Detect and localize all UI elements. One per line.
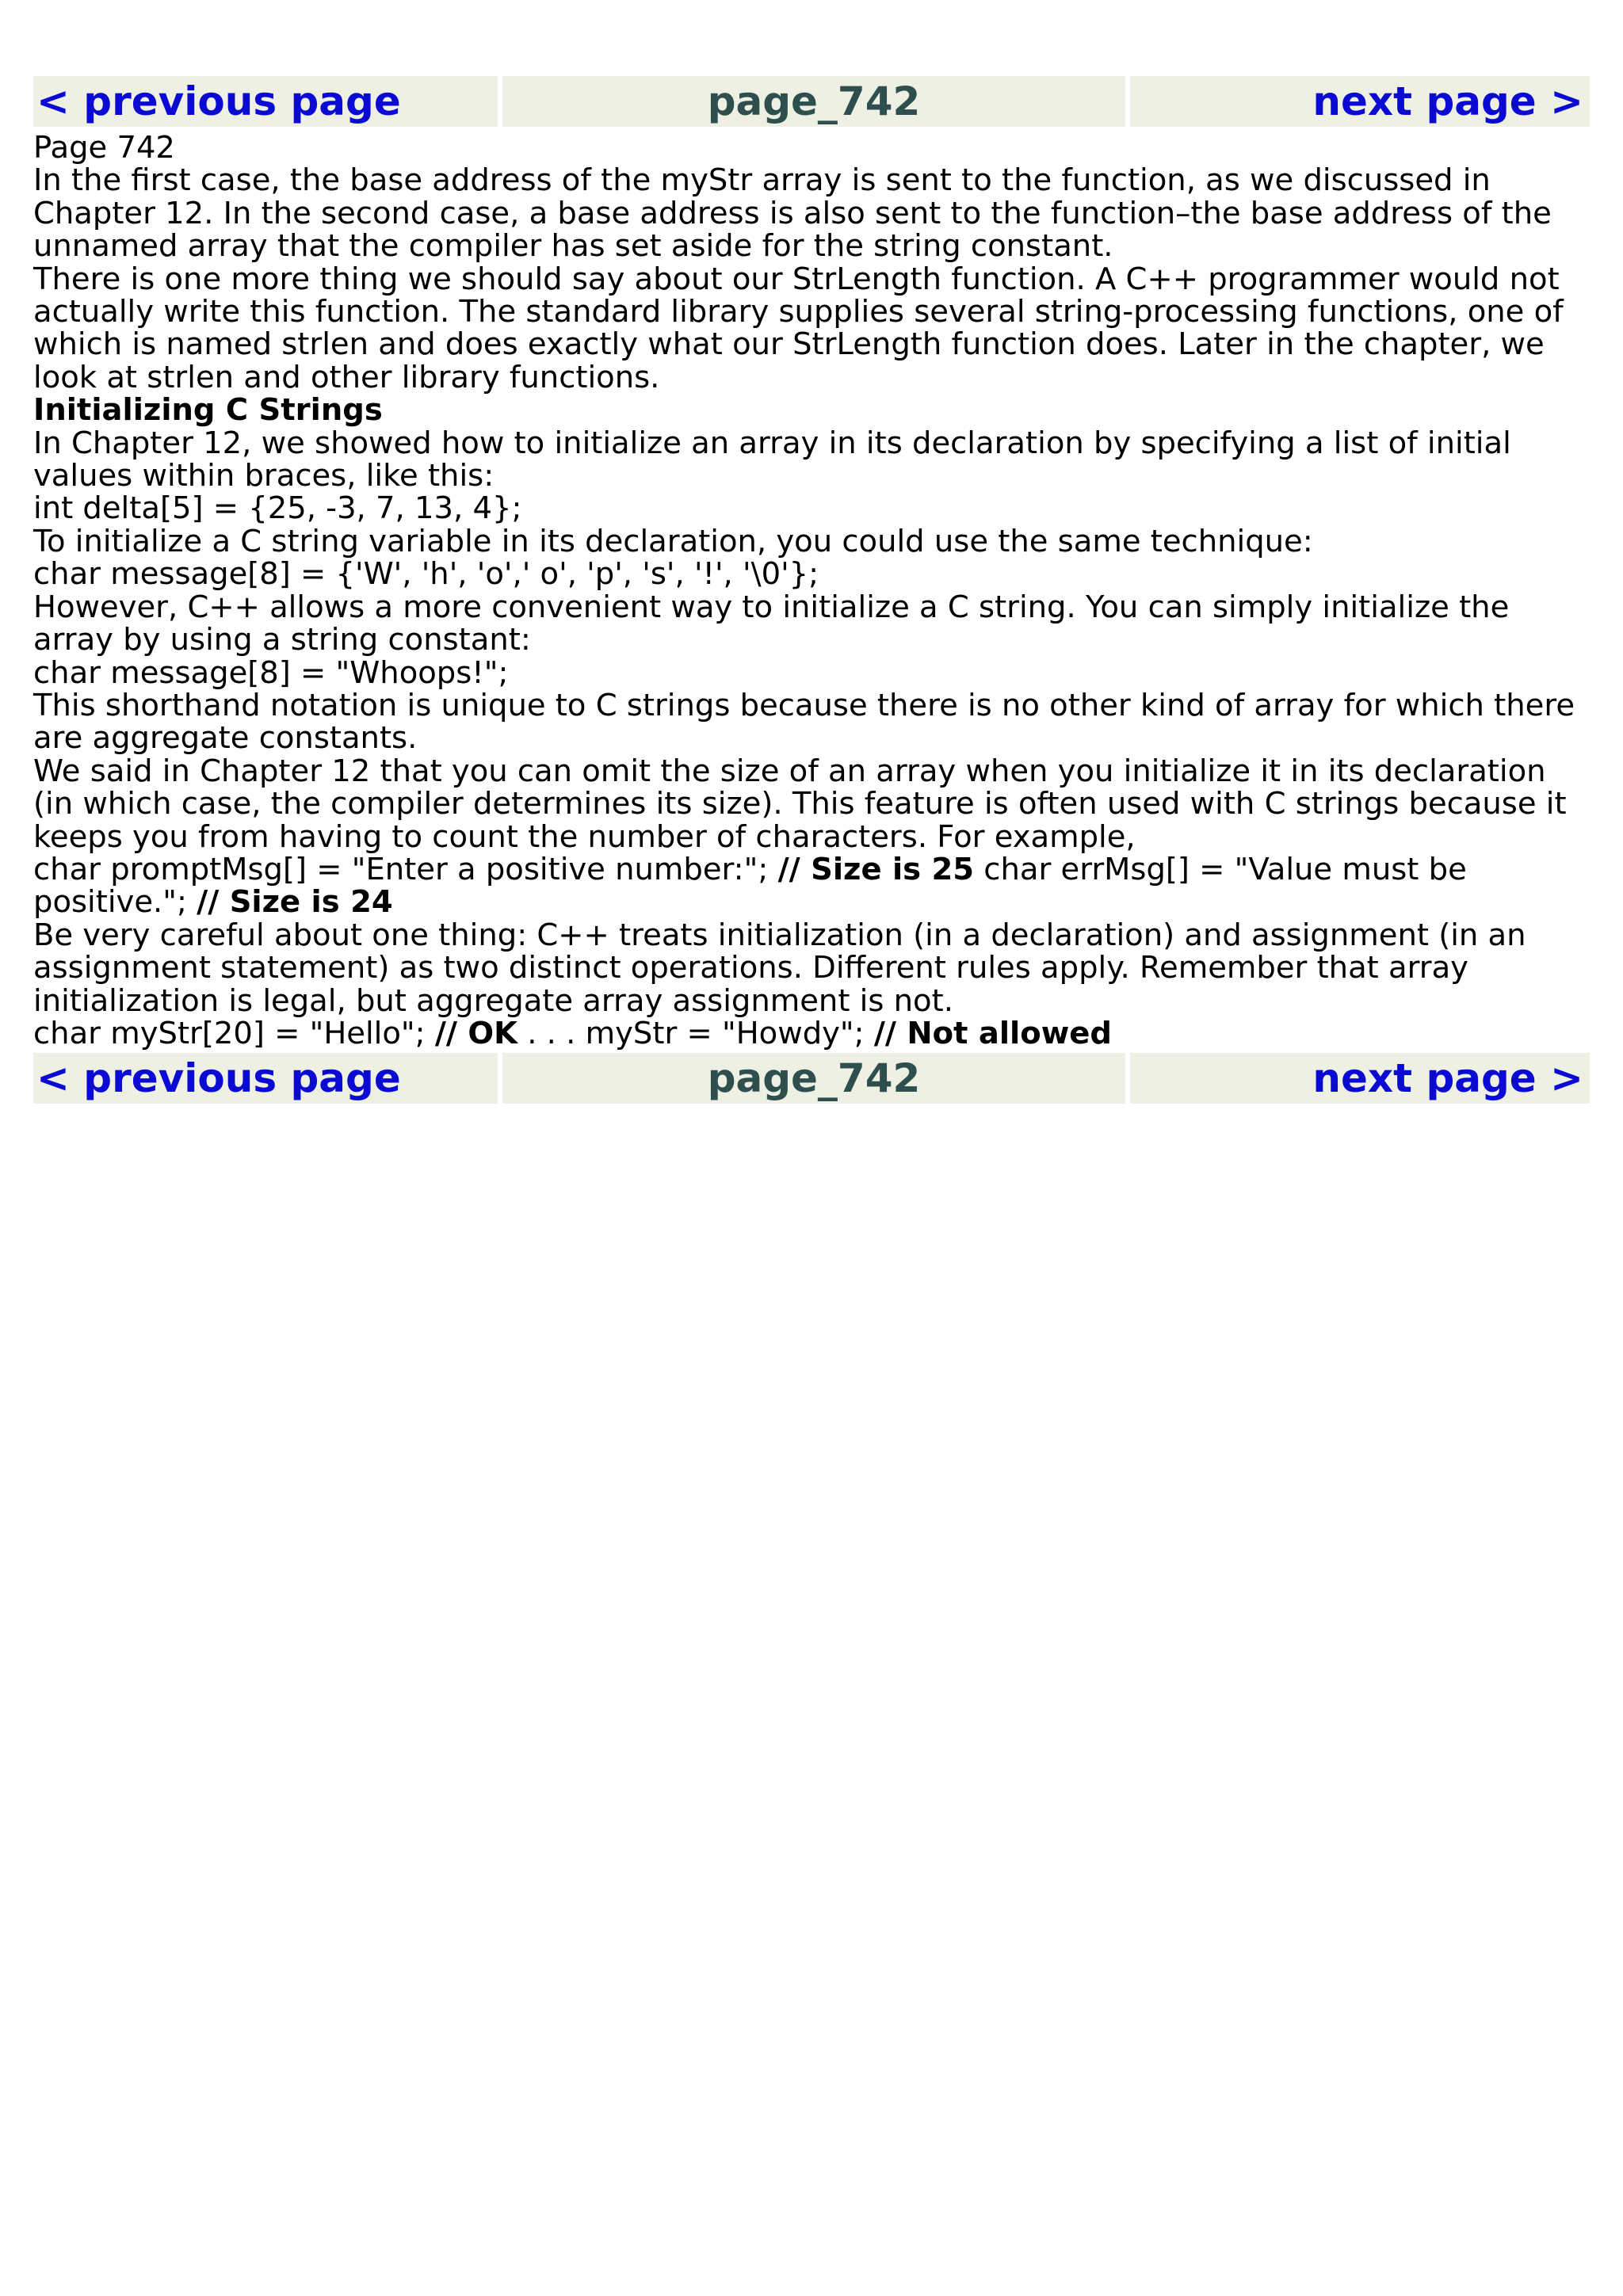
code-line (33, 1017, 1590, 1050)
code-comment: // OK (434, 1015, 517, 1051)
paragraph: In Chapter 12, we showed how to initialize an array in its declaration by specifying a list of initial values within braces, like this: (33, 425, 1511, 494)
page-marker: Page 742 (33, 130, 175, 166)
document-page (33, 76, 1590, 1104)
code-text: char myStr[20] = "Hello"; (33, 1015, 435, 1051)
code-comment: // Not allowed (873, 1015, 1112, 1051)
code-text: char errMsg[] = "Value must be positive."; (33, 851, 1467, 921)
previous-page-link[interactable]: < previous page (33, 76, 498, 127)
page-number-label: page_742 (502, 76, 1125, 127)
paragraph: Be very careful about one thing: C++ treats initialization (in a declaration) and assignment (in an assignment statement) as two distinct operations. Different rules apply. Remember that array initialization is legal, but aggregate array assignment is not. (33, 917, 1526, 1019)
code-text: . . . myStr = "Howdy"; (517, 1015, 874, 1051)
code-line: char message[8] = "Whoops!"; (33, 654, 509, 691)
previous-page-link[interactable]: < previous page (33, 1053, 498, 1104)
paragraph: However, C++ allows a more convenient way to initialize a C string. You can simply initialize the array by using a string constant: (33, 589, 1510, 658)
paragraph: In the first case, the base address of the myStr array is sent to the function, as we discussed in Chapter 12. In the second case, a base address is also sent to the function–the base address of the unnamed array that the compiler has set aside for the string constant. (33, 162, 1552, 265)
code-line: int delta[5] = {25, -3, 7, 13, 4}; (33, 490, 522, 527)
code-comment: // Size is 24 (197, 884, 393, 921)
code-text: char promptMsg[] = "Enter a positive number:"; (33, 851, 778, 887)
page-content (33, 127, 1590, 1053)
paragraph: There is one more thing we should say about our StrLength function. A C++ programmer would not actually write this function. The standard library supplies several string-processing functions, one of which is named strlen and does exactly what our StrLength function does. Later in the chapter, we look at strlen and other library functions. (33, 261, 1564, 395)
bottom-navigation-bar (33, 1053, 1590, 1104)
section-heading: Initializing C Strings (33, 392, 383, 429)
paragraph: To initialize a C string variable in its declaration, you could use the same technique: (33, 523, 1313, 559)
code-comment: // Size is 25 (777, 851, 975, 887)
page-number-label: page_742 (502, 1053, 1125, 1104)
top-navigation-bar (33, 76, 1590, 127)
paragraph: We said in Chapter 12 that you can omit the size of an array when you initialize it in its declaration (in which case, the compiler determines its size). This feature is often used with C strings because it keeps you from having to count the number of characters. For example, (33, 753, 1567, 855)
next-page-link[interactable]: next page > (1130, 76, 1590, 127)
paragraph: This shorthand notation is unique to C strings because there is no other kind of array for which there are aggregate constants. (33, 687, 1575, 757)
code-line: char message[8] = {'W', 'h', 'o',' o', 'p', 's', '!', '\0'}; (33, 556, 819, 593)
code-line (33, 853, 1590, 919)
next-page-link[interactable]: next page > (1130, 1053, 1590, 1104)
